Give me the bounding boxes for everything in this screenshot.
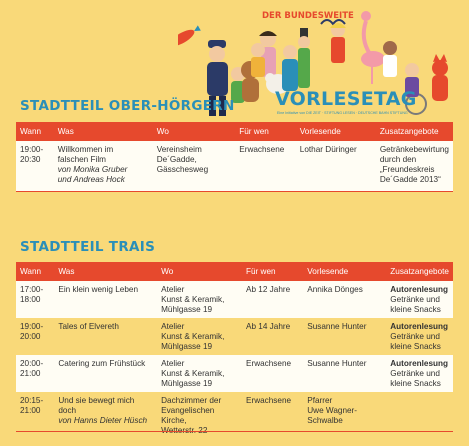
header-was: Was xyxy=(54,262,157,281)
cell-was: Catering zum Frühstück xyxy=(54,355,157,392)
cell-was: Tales of Elvereth xyxy=(54,318,157,355)
table-header-row xyxy=(16,262,453,281)
header-wo: Wo xyxy=(153,122,236,141)
cell-fuer-wen: Erwachsene xyxy=(235,141,296,191)
cell-wann: 17:00- 18:00 xyxy=(16,281,54,318)
cell-vorlesende: Lothar Düringer xyxy=(296,141,376,191)
banner-main-text: VORLESETAG xyxy=(275,88,417,110)
cell-vorlesende: Pfarrer Uwe Wagner- Schwalbe xyxy=(303,392,386,439)
header-fuer-wen: Für wen xyxy=(235,122,296,141)
cell-wo: Atelier Kunst & Keramik, Mühlgasse 19 xyxy=(157,281,242,318)
cell-fuer-wen: Erwachsene xyxy=(242,392,303,439)
table-row xyxy=(16,355,453,392)
table-row xyxy=(16,281,453,318)
table-bottom-rule xyxy=(16,191,453,192)
section-title-trais: STADTTEIL TRAIS xyxy=(20,239,156,255)
cell-zusatz: Autorenlesung Getränke und kleine Snacks xyxy=(386,281,453,318)
cell-wann: 19:00- 20:30 xyxy=(16,141,54,191)
cell-was: Willkommen im falschen Film von Monika Gruber und Andreas Hock xyxy=(54,141,153,191)
cell-fuer-wen: Ab 14 Jahre xyxy=(242,318,303,355)
cell-vorlesende: Annika Dönges xyxy=(303,281,386,318)
cell-zusatz: Autorenlesung Getränke und kleine Snacks xyxy=(386,318,453,355)
cell-wo: Atelier Kunst & Keramik, Mühlgasse 19 xyxy=(157,318,242,355)
header-wo: Wo xyxy=(157,262,242,281)
table-row xyxy=(16,141,453,191)
header-vorlesende: Vorlesende xyxy=(296,122,376,141)
cell-was: Ein klein wenig Leben xyxy=(54,281,157,318)
header-fuer-wen: Für wen xyxy=(242,262,303,281)
cell-vorlesende: Susanne Hunter xyxy=(303,318,386,355)
header-wann: Wann xyxy=(16,262,54,281)
cell-wann: 20:00- 21:00 xyxy=(16,355,54,392)
events-table-ober-hoergern xyxy=(16,122,453,191)
cell-was: Und sie bewegt mich doch von Hanns Dieter Hüsch xyxy=(54,392,157,439)
header-zusatzangebote: Zusatzangebote xyxy=(386,262,453,281)
table-bottom-rule xyxy=(16,431,453,432)
cell-wann: 20:15- 21:00 xyxy=(16,392,54,439)
header-zusatzangebote: Zusatzangebote xyxy=(376,122,453,141)
cell-wo: Dachzimmer der Evangelischen Kirche, xyxy=(157,392,242,439)
cell-vorlesende: Susanne Hunter xyxy=(303,355,386,392)
section-title-ober-hoergern: STADTTEIL OBER-HÖRGERN xyxy=(20,98,235,114)
cell-wann: 19:00- 20:00 xyxy=(16,318,54,355)
banner-sub-text: Eine Initiative von DIE ZEIT · STIFTUNG LESEN · DEUTSCHE BAHN STIFTUNG xyxy=(277,111,408,115)
cell-wo: Atelier Kunst & Keramik, Mühlgasse 19 xyxy=(157,355,242,392)
cell-zusatz: Getränkebewirtung durch den „Freundeskreis De´Gadde 2013“ xyxy=(376,141,453,191)
banner-top-text: DER BUNDESWEITE xyxy=(262,11,354,21)
table-header-row xyxy=(16,122,453,141)
header-vorlesende: Vorlesende xyxy=(303,262,386,281)
cell-fuer-wen: Erwachsene xyxy=(242,355,303,392)
cell-wo: Vereinsheim De´Gadde, Gässchesweg xyxy=(153,141,236,191)
header-wann: Wann xyxy=(16,122,54,141)
events-table-trais xyxy=(16,262,453,439)
cell-fuer-wen: Ab 12 Jahre xyxy=(242,281,303,318)
table-row xyxy=(16,318,453,355)
cell-zusatz: Autorenlesung Getränke und kleine Snacks xyxy=(386,355,453,392)
header-was: Was xyxy=(54,122,153,141)
